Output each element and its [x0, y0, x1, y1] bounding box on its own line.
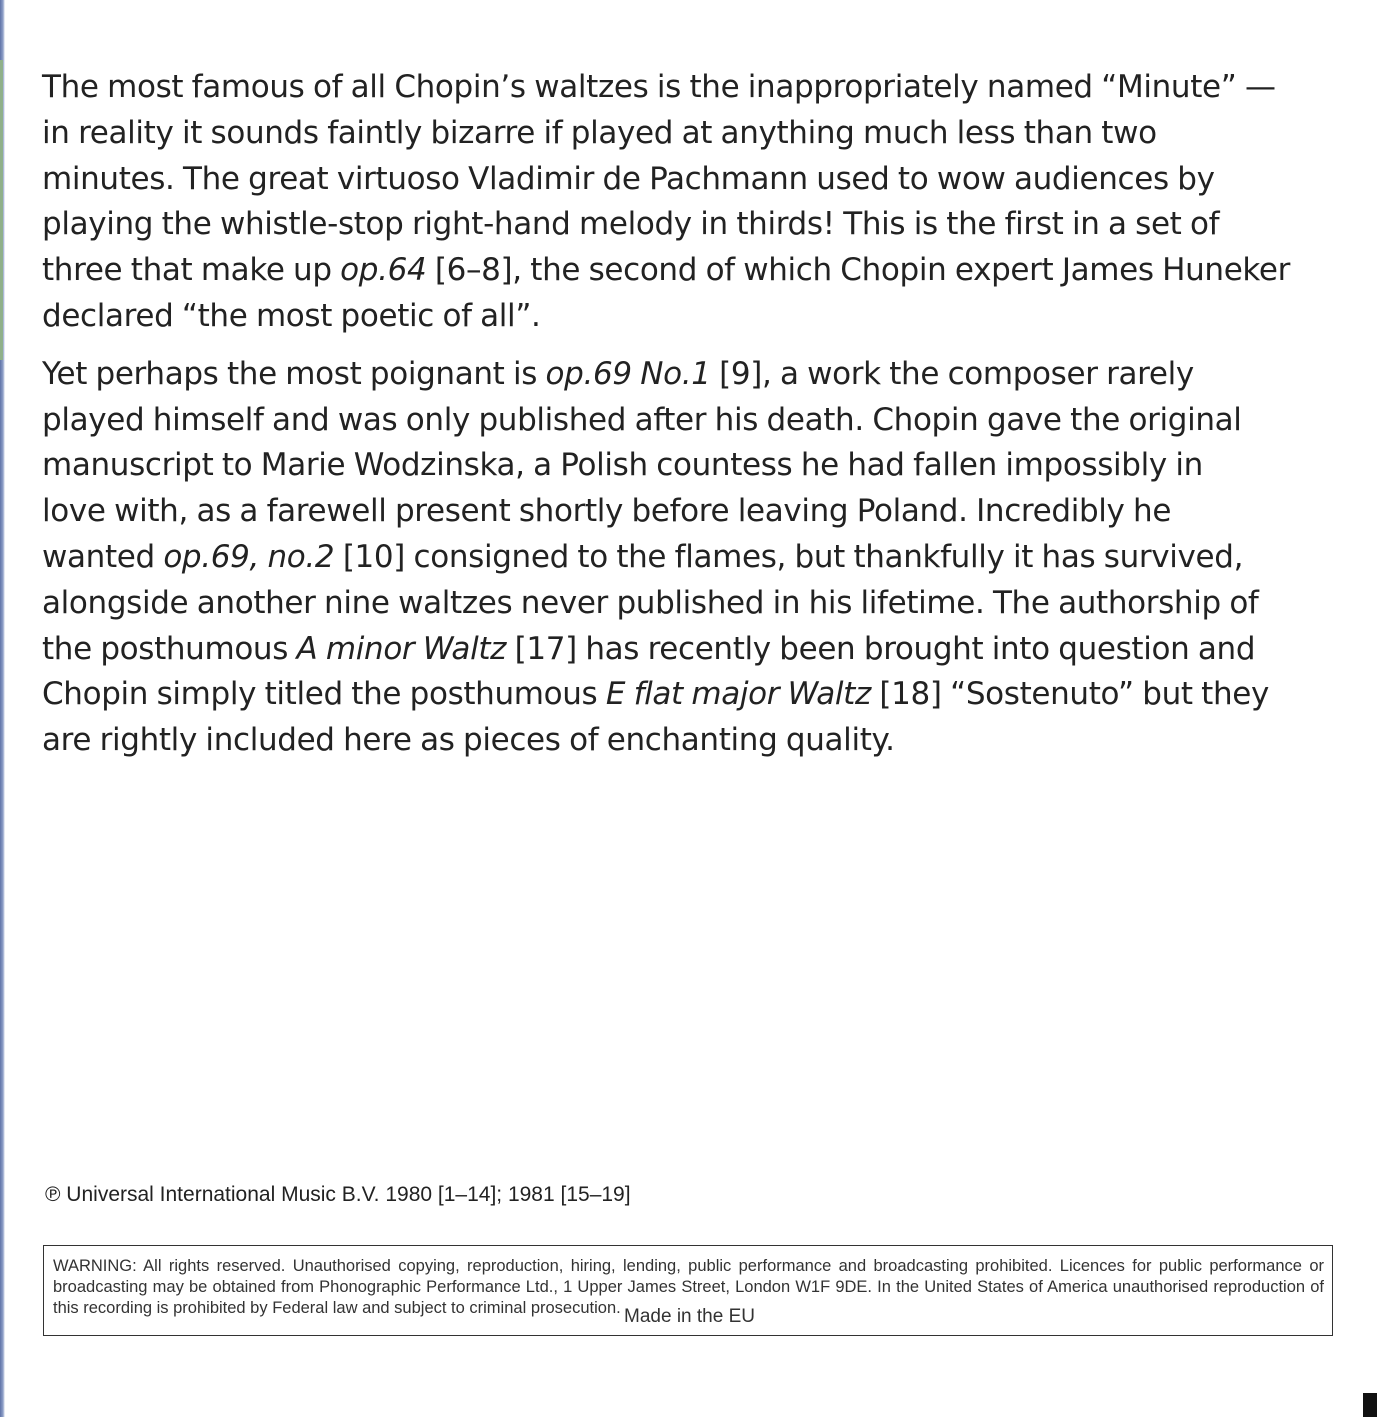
text-run: [9], a work the composer rarely: [710, 355, 1194, 392]
text-line: are rightly included here as pieces of enchanting quality.: [42, 722, 895, 759]
text-line: [42, 535, 1332, 581]
text-run: the posthumous: [42, 630, 297, 667]
text-run: wanted: [42, 538, 164, 575]
made-in-label: Made in the EU: [624, 1306, 755, 1327]
text-run: three that make up: [42, 252, 341, 289]
text-line: [42, 627, 1332, 673]
work-title: E flat major Waltz: [605, 676, 871, 713]
phonographic-copyright: ℗ Universal International Music B.V. 1980 [1–14]; 1981 [15–19]: [45, 1183, 631, 1206]
liner-notes-body: [42, 65, 1332, 776]
text-line: [42, 672, 1332, 718]
text-line: The most famous of all Chopin’s waltzes is the inappropriately named “Minute” —: [42, 69, 1276, 105]
text-line: love with, as a farewell present shortly before leaving Poland. Incredibly he: [42, 493, 1172, 530]
text-line: in reality it sounds faintly bizarre if played at anything much less than two: [42, 114, 1157, 151]
page-edge-tint: [0, 60, 3, 360]
text-line: declared “the most poetic of all”.: [42, 297, 541, 334]
text-run: [18] “Sostenuto” but they: [870, 676, 1269, 713]
text-run: [6–8], the second of which Chopin expert James Huneker: [426, 252, 1291, 289]
paragraph-2: [42, 352, 1332, 764]
opus-reference: op.69 No.1: [545, 355, 711, 392]
text-line: played himself and was only published after his death. Chopin gave the original: [42, 401, 1242, 438]
text-line: alongside another nine waltzes never published in his lifetime. The authorship of: [42, 584, 1259, 621]
paragraph-1: [42, 65, 1332, 340]
opus-reference: op.64: [340, 252, 427, 289]
work-title: A minor Waltz: [296, 630, 507, 667]
text-run: Yet perhaps the most poignant is: [42, 355, 546, 392]
text-line: minutes. The great virtuoso Vladimir de Pachmann used to wow audiences by: [42, 160, 1215, 197]
warning-text: WARNING: All rights reserved. Unauthorised copying, reproduction, hiring, lending, public performance and broadcasting prohibited. Licences for public performance or broadcasting may be obtained from Phonographic Performance Ltd., 1 Upper James Street, London W1F 9DE. In the United States of America unauthorised reproduction of this recording is prohibited by Federal law and subject to criminal prosecution.: [53, 1257, 1324, 1317]
text-line: manuscript to Marie Wodzinska, a Polish countess he had fallen impossibly in: [42, 447, 1203, 484]
opus-reference: op.69, no.2: [163, 538, 335, 575]
text-run: Chopin simply titled the posthumous: [42, 676, 606, 713]
text-run: [17] has recently been brought into question and: [506, 630, 1256, 667]
text-line: [42, 352, 1332, 398]
scan-edge-mark: [1363, 1393, 1377, 1417]
text-run: [10] consigned to the flames, but thankfully it has survived,: [334, 538, 1244, 575]
text-line: [42, 248, 1332, 294]
text-line: playing the whistle-stop right-hand melody in thirds! This is the first in a set of: [42, 206, 1220, 243]
